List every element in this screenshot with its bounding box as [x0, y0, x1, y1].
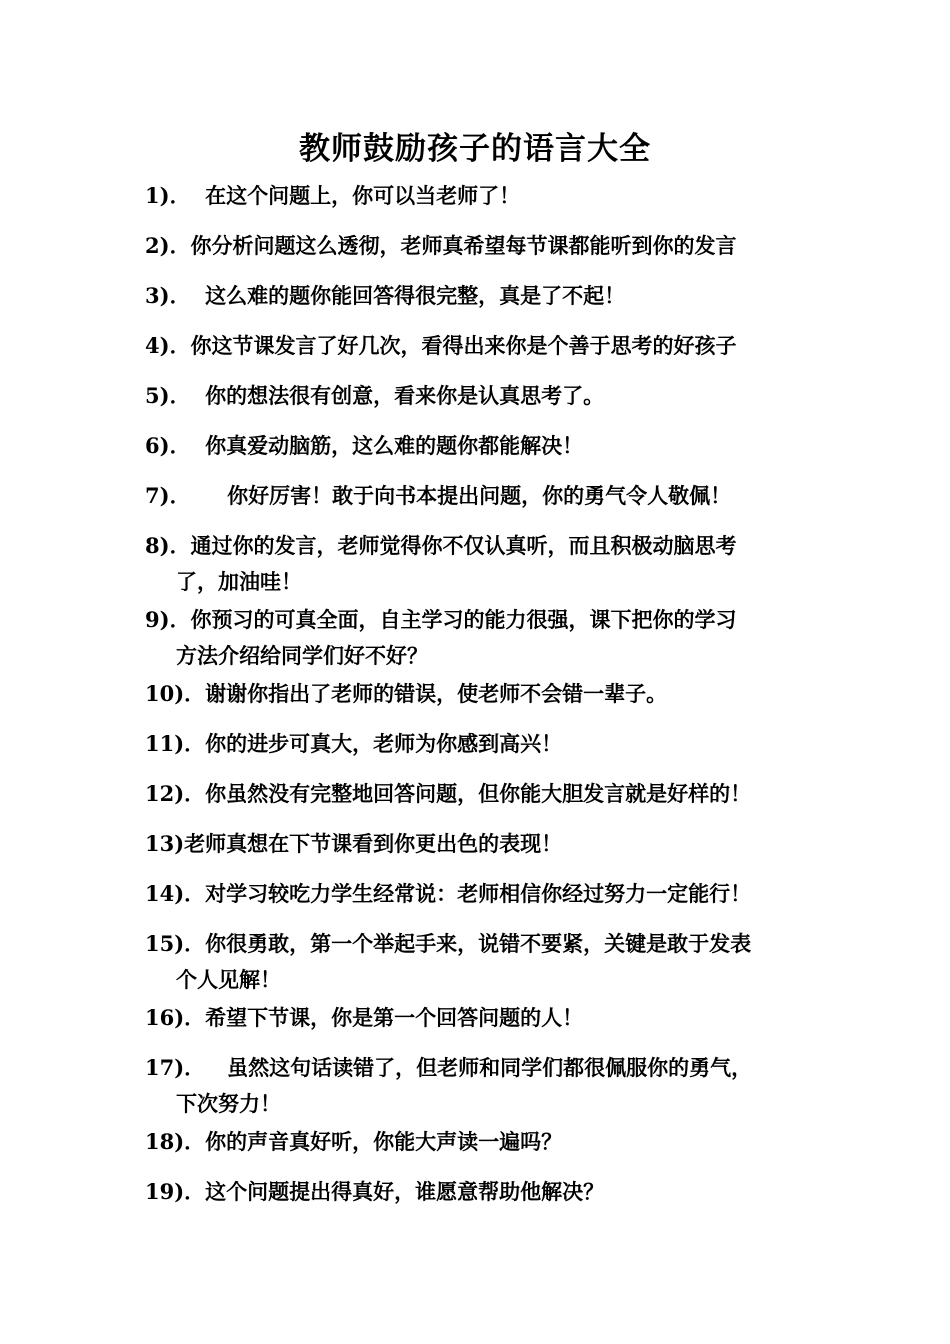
list-item [145, 726, 825, 762]
item-text: ． 你好厉害！敢于向书本提出问题，你的勇气令人敬佩！ [169, 483, 732, 508]
item-number: 19) [145, 1179, 185, 1204]
item-number: 3) [145, 283, 170, 308]
encouragement-list [145, 178, 825, 1224]
item-number: 10) [145, 681, 185, 706]
document-title: 教师鼓励孩子的语言大全 [299, 131, 651, 167]
item-text: ．你分析问题这么透彻，老师真希望每节课都能听到你的发言 [169, 233, 737, 258]
list-item [145, 228, 825, 264]
item-text: ． 你的想法很有创意，看来你是认真思考了。 [169, 383, 605, 408]
item-text: ． 虽然这句话读错了，但老师和同学们都很佩服你的勇气， [184, 1055, 753, 1080]
list-item [145, 602, 825, 674]
item-number: 4) [145, 333, 170, 358]
item-number: 18) [145, 1129, 185, 1154]
item-text: ．你虽然没有完整地回答问题，但你能大胆发言就是好样的！ [184, 781, 752, 806]
item-number: 15) [145, 931, 185, 956]
list-item [145, 528, 825, 600]
item-number: 7) [145, 483, 170, 508]
list-item [145, 876, 825, 912]
list-item [145, 328, 825, 364]
list-item [145, 1000, 825, 1036]
item-text: ．你很勇敢，第一个举起手来，说错不要紧，关键是敢于发表 [184, 931, 752, 956]
list-item [145, 1174, 825, 1210]
list-item [145, 478, 825, 514]
item-number: 2) [145, 233, 170, 258]
item-text: ． 你真爱动脑筋，这么难的题你都能解决！ [169, 433, 584, 458]
list-item [145, 428, 825, 464]
item-number: 16) [145, 1005, 185, 1030]
item-text-continuation: 方法介绍给同学们好不好？ [176, 643, 428, 668]
item-text: ．希望下节课，你是第一个回答问题的人！ [184, 1005, 584, 1030]
item-text-continuation: 个人见解！ [176, 967, 281, 992]
item-number: 17) [145, 1055, 185, 1080]
list-item [145, 1050, 825, 1122]
item-text: ． 在这个问题上，你可以当老师了！ [169, 183, 521, 208]
item-text: 老师真想在下节课看到你更出色的表现！ [184, 831, 563, 856]
item-text: ．你的进步可真大，老师为你感到高兴！ [184, 731, 563, 756]
list-item [145, 278, 825, 314]
item-number: 5) [145, 383, 170, 408]
item-number: 13) [145, 831, 185, 856]
item-number: 11) [145, 731, 185, 756]
list-item [145, 178, 825, 214]
item-number: 12) [145, 781, 185, 806]
item-number: 8) [145, 533, 170, 558]
item-text: ． 这么难的题你能回答得很完整，真是了不起！ [169, 283, 626, 308]
list-item [145, 926, 825, 998]
item-text: ．这个问题提出得真好，谁愿意帮助他解决？ [184, 1179, 605, 1204]
item-text: ．通过你的发言，老师觉得你不仅认真听，而且积极动脑思考 [169, 533, 737, 558]
item-number: 1) [145, 183, 170, 208]
list-item [145, 1124, 825, 1160]
item-text-continuation: 下次努力！ [176, 1091, 281, 1116]
list-item [145, 676, 825, 712]
item-text-continuation: 了，加油哇！ [176, 569, 302, 594]
item-text: ．对学习较吃力学生经常说：老师相信你经过努力一定能行！ [184, 881, 752, 906]
list-item [145, 776, 825, 812]
item-text: ．你的声音真好听，你能大声读一遍吗？ [184, 1129, 563, 1154]
item-number: 6) [145, 433, 170, 458]
list-item [145, 378, 825, 414]
item-text: ．你预习的可真全面，自主学习的能力很强，课下把你的学习 [169, 607, 737, 632]
item-number: 14) [145, 881, 185, 906]
list-item [145, 826, 825, 862]
item-text: ．你这节课发言了好几次，看得出来你是个善于思考的好孩子 [169, 333, 737, 358]
item-number: 9) [145, 607, 170, 632]
item-text: ．谢谢你指出了老师的错误，使老师不会错一辈子。 [184, 681, 668, 706]
